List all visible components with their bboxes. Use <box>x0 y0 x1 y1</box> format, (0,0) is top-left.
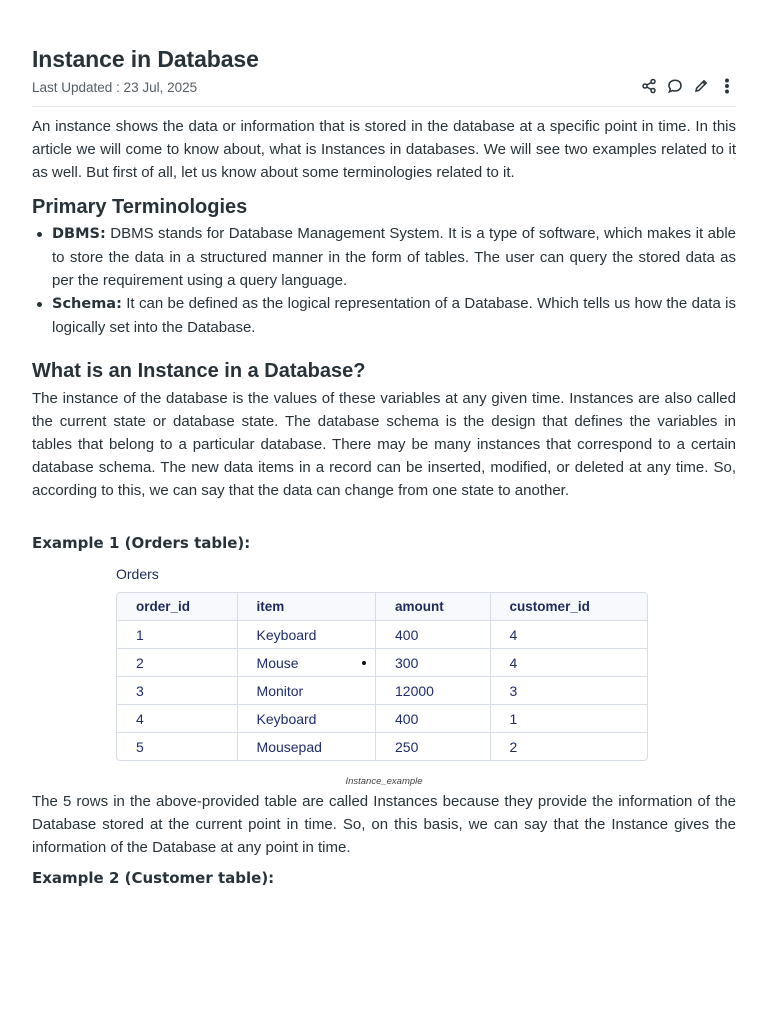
table-cell: Monitor <box>238 677 376 705</box>
more-vertical-icon[interactable] <box>718 77 736 95</box>
table-cell: 2 <box>117 649 238 677</box>
table-cell: 400 <box>376 705 491 733</box>
table-row <box>117 733 647 760</box>
table-cell: 5 <box>117 733 238 760</box>
table-cell: 12000 <box>376 677 491 705</box>
cursor-dot <box>362 661 366 665</box>
list-item <box>32 222 736 292</box>
table-cell: 400 <box>376 621 491 649</box>
term-label: DBMS: <box>52 226 106 242</box>
column-header: amount <box>376 593 491 621</box>
term-description: It can be defined as the logical representation of a Database. Which tells us how the data is logically set into the Database. <box>52 295 736 336</box>
table-cell: 250 <box>376 733 491 760</box>
figure-title: Orders <box>116 566 159 582</box>
orders-table <box>116 592 648 761</box>
table-cell: 3 <box>491 677 647 705</box>
primary-terminologies-heading: Primary Terminologies <box>32 196 248 218</box>
table-row <box>117 621 647 649</box>
column-header: customer_id <box>491 593 647 621</box>
share-icon[interactable] <box>640 77 658 95</box>
table-cell: 1 <box>491 705 647 733</box>
table-row <box>117 677 647 705</box>
table-cell: 4 <box>117 705 238 733</box>
table-cell: 2 <box>509 738 518 755</box>
after-table-paragraph: The 5 rows in the above-provided table are called Instances because they provide the information of the Database stored at the current point in time. So, on this basis, we can say that the Instance gives the information of the Database at any point in time. <box>32 793 736 856</box>
table-row <box>117 705 647 733</box>
table-cell: 3 <box>117 677 238 705</box>
what-is-instance-paragraph: The instance of the database is the values of these variables at any given time. Instances are also called the current state or database state. The database schema is the design that defines the variables in tables that belong to a particular database. There may be many instances that correspond to a certain database schema. The new data items in a record can be inserted, modified, or deleted at any time. So, according to this, we can say that the data can change from one state to another. <box>32 390 736 499</box>
table-cell: 300 <box>376 649 491 677</box>
table-cell: Keyboard <box>238 621 376 649</box>
column-header: item <box>238 593 376 621</box>
term-description: DBMS stands for Database Management System. It is a type of software, which makes it able to store the data in a structured manner in the form of tables. The user can query the stored data as per the requirement using a query language. <box>52 225 736 289</box>
table-cell: 4 <box>491 649 647 677</box>
table-cell: 1 <box>117 621 238 649</box>
what-is-instance-heading: What is an Instance in a Database? <box>32 360 366 382</box>
example-1-heading: Example 1 (Orders table): <box>32 534 251 552</box>
table-row <box>117 649 647 677</box>
table-cell: 4 <box>491 621 647 649</box>
terminology-list <box>32 222 736 339</box>
figure-caption: Instance_example <box>345 776 423 787</box>
table-cell: Mouse <box>238 649 376 677</box>
list-item <box>32 292 736 339</box>
intro-paragraph: An instance shows the data or information that is stored in the database at a specific point in time. In this article we will come to know about, what is Instances in databases. We will see two examples related to it as well. But first of all, let us know about some terminologies related to it. <box>32 118 736 181</box>
comment-icon[interactable] <box>666 77 684 95</box>
orders-table-figure <box>116 564 648 761</box>
table-header-row <box>117 593 647 621</box>
page-title: Instance in Database <box>32 46 259 72</box>
column-header: order_id <box>117 593 238 621</box>
example-2-heading: Example 2 (Customer table): <box>32 869 275 887</box>
table-cell: Keyboard <box>238 705 376 733</box>
edit-icon[interactable] <box>692 77 710 95</box>
header-divider <box>32 106 736 107</box>
table-cell: Mousepad <box>238 733 376 760</box>
term-label: Schema: <box>52 296 122 312</box>
last-updated: Last Updated : 23 Jul, 2025 <box>32 80 198 95</box>
article-actions <box>640 77 736 95</box>
